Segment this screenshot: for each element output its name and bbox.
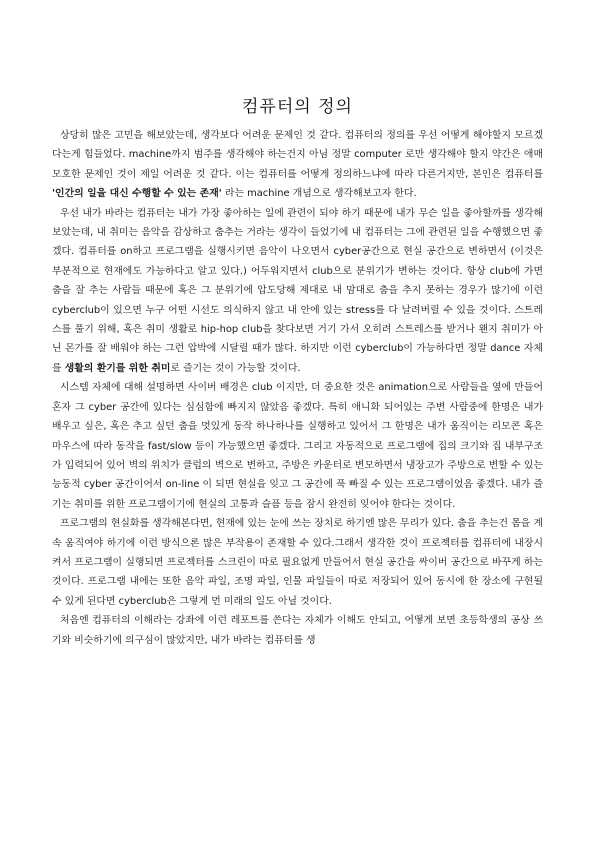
paragraph-text: 우선 내가 바라는 컴퓨터는 내가 가장 좋아하는 일에 관련이 되야 하기 때문에 내가 무슨 일을 좋아할까를 생각해보았는데, 내 취미는 음악을 감상하고 춤추는 거라는 생각이 들었기에 내 컴퓨터는 그에 관련된 일을 수행했으면 좋겠다. 컴퓨터를 on하고 프로그램을 실행시키면 음악이 나오면서 cyber공간으로 현실 공간으로 변하면서 (이것은 부분적으로 현재에도 가능하다고 알고 있다.) 어두워지면서 club으로 분위기가 변하는 것이다. 항상 club에 가면 춤을 잘 추는 사람들 때문에 혹은 그 분위기에 압도당해 제대로 내 맘대로 춤을 추지 못하는 경우가 많기에 이런 cyberclub이 있으면 누구 어떤 시선도 의식하지 않고 내 안에 있는 stress를 다 날려버릴 수 있을 것이다. 스트레스를 풀기 위해, 혹은 취미 생활로 hip-hop club을 찾다보면 거기 가서 오히려 스트레스를 받거나 왠지 취미가 아닌 몬가를 잘 배워야 하는 그런 압박에 시달릴 때가 많다. 하지만 이런 cyberclub이 가능하다면 정말 dance 자체를	[52, 207, 543, 374]
paragraph	[52, 514, 543, 611]
paragraph-text: 시스템 자체에 대해 설명하면 사이버 배경은 club 이지만, 더 중요한 것은 animation으로 사람들을 옆에 만들어 혼자 그 cyber 공간에 있다는 심심함에 빠지지 않았음 좋겠다. 특히 애니화 되어있는 주변 사람중에 한명은 내가 배우고 싶은, 혹은 추고 싶던 춤을 멋있게 동작 하나하나를 실행하고 있어서 그 한명은 내가 움직이는 리모콘 혹은 마우스에 따라 동작을 fast/slow 등이 가능했으면 좋겠다. 그리고 자동적으로 프로그램에 집의 크기와 집 내부구조가 입력되어 있어 벽의 위치가 클럽의 벽으로 변하고, 주방은 카운터로 변모하면서 냉장고가 주방으로 변할 수 있는 능동적 cyber 공간이어서 on-line 이 되면 현실을 잊고 그 공간에 푹 빠질 수 있는 프로그램이었음 좋겠다. 내가 즐기는 취미를 위한 프로그램이기에 현실의 고통과 슬픔 등을 잠시 완전히 잊어야 한다는 것이다.	[52, 382, 543, 510]
paragraph-text: 처음엔 컴퓨터의 이해라는 강좌에 이런 레포트를 쓴다는 자체가 이해도 안되고, 어떻게 보면 초등학생의 공상 쓰기와 비슷하기에 의구심이 많았지만, 내가 바라는 컴퓨터를 생	[52, 615, 543, 646]
paragraph	[52, 378, 543, 514]
paragraph	[52, 611, 543, 650]
paragraph	[52, 126, 543, 204]
emphasis-text: '인간의 일을 대신 수행할 수 있는 존재'	[52, 188, 222, 200]
document-title: 컴퓨터의 정의	[242, 97, 353, 117]
paragraph-text: 상당히 많은 고민을 해보았는데, 생각보다 어려운 문제인 것 같다. 컴퓨터의 정의를 우선 어떻게 해야할지 모르겠다는게 힘들었다. machine까지 범주를 생각해야 하는건지 아님 정말 computer 로만 생각해야 할지 약간은 애매모호한 문제인 것이 제일 어려운 것 같다. 이는 컴퓨터를 어떻게 정의하느냐에 따라 다른거지만, 본인은 컴퓨터를	[52, 130, 543, 180]
paragraph-text: 로 즐기는 것이 가능할 것이다.	[170, 362, 301, 374]
paragraph-text: 라는 machine 개념으로 생각해보고자 한다.	[221, 188, 417, 200]
paragraph	[52, 204, 543, 379]
paragraph-text: 프로그램의 현실화를 생각해본다면, 현재에 있는 눈에 쓰는 장치로 하기엔 많은 무리가 있다. 춤을 추는건 몸을 계속 움직여야 하기에 이런 방식으론 많은 부작용이 존재할 수 있다.그래서 생각한 것이 프로젝터를 컴퓨터에 내장시켜서 프로그램이 실행되면 프로젝터를 스크린이 따로 필요없게 만들어서 현실 공간을 싸이버 공간으로 바꾸게 하는 것이다. 프로그램 내에는 또한 음악 파일, 조명 파일, 인물 파일들이 따로 저장되어 있어 동시에 한 장소에 구현될 수 있게 된다면 cyberclub은 그렇게 먼 미래의 일도 아닐 것이다.	[52, 518, 543, 607]
emphasis-text: 생활의 환기를 위한 취미	[64, 362, 171, 374]
document-body	[52, 126, 543, 650]
